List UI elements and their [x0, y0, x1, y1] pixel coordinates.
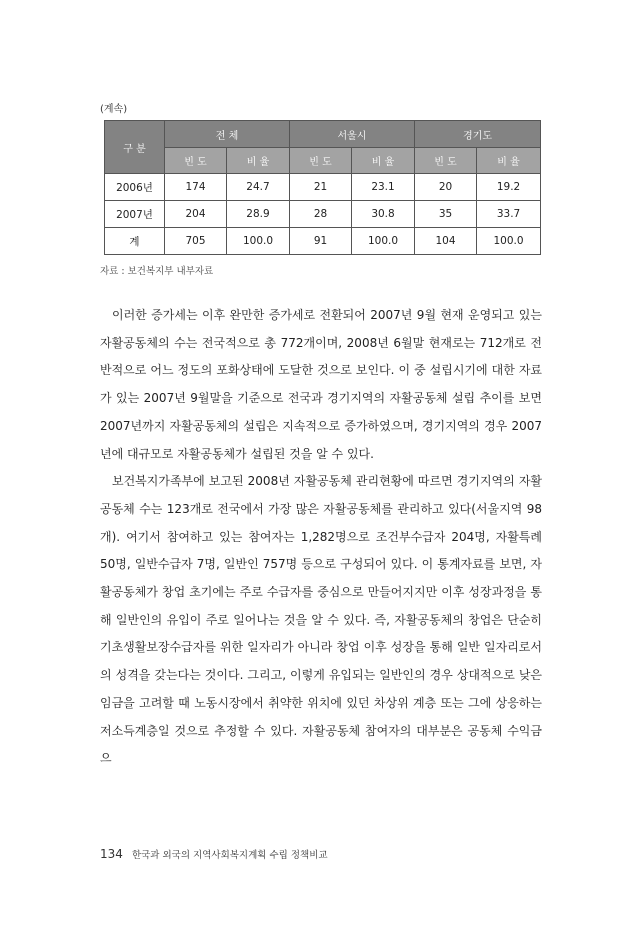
- row-label: 2006년: [105, 174, 165, 201]
- table-cell: 35: [415, 201, 477, 228]
- table-cell: 20: [415, 174, 477, 201]
- group-header-gyeonggi: 경기도: [415, 121, 541, 148]
- table-cell: 91: [290, 228, 352, 255]
- subheader-cell: 비 율: [227, 148, 290, 174]
- table-row: [105, 201, 541, 228]
- table-row: [105, 174, 541, 201]
- group-header-total: 전 체: [165, 121, 290, 148]
- book-title: 한국과 외국의 지역사회복지계획 수립 정책비교: [131, 850, 328, 861]
- table-cell: 100.0: [227, 228, 290, 255]
- row-label: 2007년: [105, 201, 165, 228]
- table-header-row: [105, 121, 541, 148]
- row-label: 계: [105, 228, 165, 255]
- table-cell: 28: [290, 201, 352, 228]
- table-cell: 204: [165, 201, 227, 228]
- gubun-header: 구 분: [105, 121, 165, 174]
- table-cell: 23.1: [352, 174, 415, 201]
- page-number: 134: [100, 847, 123, 861]
- table-cell: 104: [415, 228, 477, 255]
- subheader-cell: 빈 도: [165, 148, 227, 174]
- group-header-seoul: 서울시: [290, 121, 415, 148]
- subheader-cell: 비 율: [477, 148, 541, 174]
- table-cell: 705: [165, 228, 227, 255]
- page-footer: [100, 847, 328, 861]
- table-cell: 174: [165, 174, 227, 201]
- body-text: [100, 302, 542, 773]
- table-cell: 33.7: [477, 201, 541, 228]
- subheader-cell: 비 율: [352, 148, 415, 174]
- subheader-cell: 빈 도: [415, 148, 477, 174]
- table-cell: 100.0: [352, 228, 415, 255]
- continued-label: (계속): [100, 104, 128, 115]
- table-cell: 24.7: [227, 174, 290, 201]
- table-cell: 30.8: [352, 201, 415, 228]
- table-cell: 100.0: [477, 228, 541, 255]
- statistics-table: [104, 120, 541, 255]
- table-row-total: [105, 228, 541, 255]
- paragraph: 보건복지가족부에 보고된 2008년 자활공동체 관리현황에 따르면 경기지역의 자활공동체 수는 123개로 전국에서 가장 많은 자활공동체를 관리하고 있다(서울지역 98개). 여기서 참여하고 있는 참여자는 1,282명으로 조건부수급자 204명, 자활특례 50명, 일반수급자 7명, 일반인 757명 등으로 구성되어 있다. 이 통계자료를 보면, 자활공동체가 창업 초기에는 주로 수급자를 중심으로 만들어지지만 이후 성장과정을 통해 일반인의 유입이 주로 일어나는 것을 알 수 있다. 즉, 자활공동체의 창업은 단순히 기초생활보장수급자를 위한 일자리가 아니라 창업 이후 성장을 통해 일반 일자리로서의 성격을 갖는다는 것이다. 그리고, 이렇게 유입되는 일반인의 경우 상대적으로 낮은 임금을 고려할 때 노동시장에서 취약한 위치에 있던 차상위 계층 또는 그에 상응하는 저소득계층일 것으로 추정할 수 있다. 자활공동체 참여자의 대부분은 공동체 수익금으: [100, 474, 542, 766]
- table-cell: 28.9: [227, 201, 290, 228]
- subheader-cell: 빈 도: [290, 148, 352, 174]
- table-cell: 19.2: [477, 174, 541, 201]
- table-source-note: 자료 : 보건복지부 내부자료: [100, 266, 214, 277]
- table-subheader-row: [105, 148, 541, 174]
- paragraph: 이러한 증가세는 이후 완만한 증가세로 전환되어 2007년 9월 현재 운영되고 있는 자활공동체의 수는 전국적으로 총 772개이며, 2008년 6월말 현재로는 712개로 전반적으로 어느 정도의 포화상태에 도달한 것으로 보인다. 이 중 설립시기에 대한 자료가 있는 2007년 9월말을 기준으로 전국과 경기지역의 자활공동체 설립 추이를 보면 2007년까지 자활공동체의 설립은 지속적으로 증가하였으며, 경기지역의 경우 2007년에 대규모로 자활공동체가 설립된 것을 알 수 있다.: [100, 308, 542, 461]
- table-cell: 21: [290, 174, 352, 201]
